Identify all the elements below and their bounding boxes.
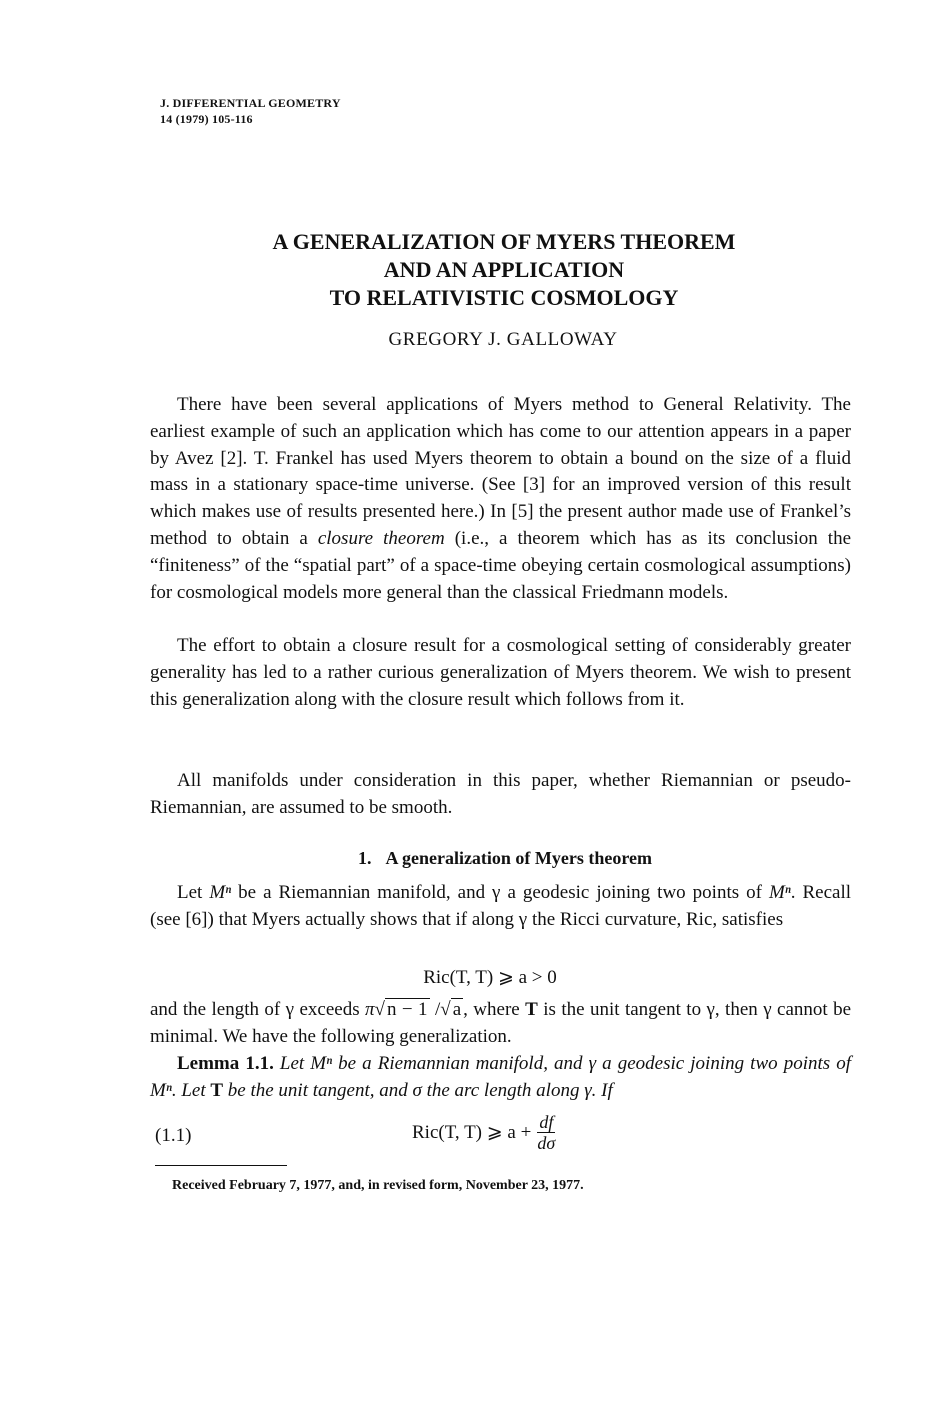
sqrt-n-minus-1: n − 1 <box>386 999 428 1020</box>
equation-1-1 <box>412 1112 555 1153</box>
footnote-rule <box>155 1165 287 1166</box>
section-title: A generalization of Myers theorem <box>385 848 653 868</box>
section-number: 1. <box>357 848 372 868</box>
paper-title <box>0 228 944 312</box>
lemma-label: Lemma 1.1. <box>177 1053 274 1074</box>
derivative-fraction <box>537 1112 555 1153</box>
closure-theorem-term: closure theorem <box>317 527 445 549</box>
equation-lhs: Ric(T, T) ⩾ a + <box>412 1122 532 1143</box>
section1-paragraph-2: and the length of γ exceeds π√ n − 1 /√ a , where T is the unit tangent to γ, then γ cannot be minimal. We have the following generalization. <box>150 999 852 1047</box>
fraction-numerator: df <box>539 1112 554 1132</box>
footnote-received: Received February 7, 1977, and, in revised form, November 23, 1977. <box>172 1178 584 1193</box>
section-heading <box>0 848 944 869</box>
section1-paragraph-1: Let Mⁿ be a Riemannian manifold, and γ a geodesic joining two points of Mⁿ. Recall (see [6]) that Myers actually shows that if along γ the Ricci curvature, Ric, satisfies <box>150 882 852 930</box>
lemma-1-1: Lemma 1.1. Let Mⁿ be a Riemannian manifold, and γ a geodesic joining two points of Mⁿ. Let T be the unit tangent, and σ the arc length along γ. If <box>150 1053 852 1101</box>
journal-citation: 14 (1979) 105-116 <box>160 112 253 126</box>
intro-paragraph-3: All manifolds under consideration in this paper, whether Riemannian or pseudo-Riemannian, are assumed to be smooth. <box>150 770 851 818</box>
fraction-denominator: dσ <box>537 1133 556 1153</box>
ricci-inequality: Ric(T, T) ⩾ a > 0 <box>423 967 557 988</box>
author: GREGORY J. GALLOWAY <box>388 329 618 350</box>
sqrt-a: a <box>452 999 462 1020</box>
intro-paragraph-2: The effort to obtain a closure result for a cosmological setting of considerably greater generality has led to a rather curious generalization of Myers theorem. We wish to present this generalization along with the closure result which follows from it. <box>150 635 851 710</box>
equation-label: (1.1) <box>155 1125 192 1146</box>
title-line-2: AND AN APPLICATION <box>383 257 625 282</box>
title-line-3: TO RELATIVISTIC COSMOLOGY <box>329 285 679 310</box>
title-line-1: A GENERALIZATION OF MYERS THEOREM <box>272 229 736 254</box>
journal-name: J. DIFFERENTIAL GEOMETRY <box>160 96 341 110</box>
journal-header <box>160 95 341 127</box>
intro-paragraph-1: There have been several applications of Myers method to General Relativity. The earliest example of such an application which has come to our attention appears in a paper by Avez [2]. T. Frankel has used Myers theorem to obtain a bound on the size of a fluid mass in a stationary space-time universe. (See [3] for an improved version of this result which makes use of results presented here.) In [5] the present author made use of Frankel’s method to obtain a closure theorem (i.e., a theorem which has as its conclusion the “finiteness” of the “spatial part” of a space-time obeying certain cosmological assumptions) for cosmological models more general than the classical Friedmann models. <box>150 394 852 603</box>
